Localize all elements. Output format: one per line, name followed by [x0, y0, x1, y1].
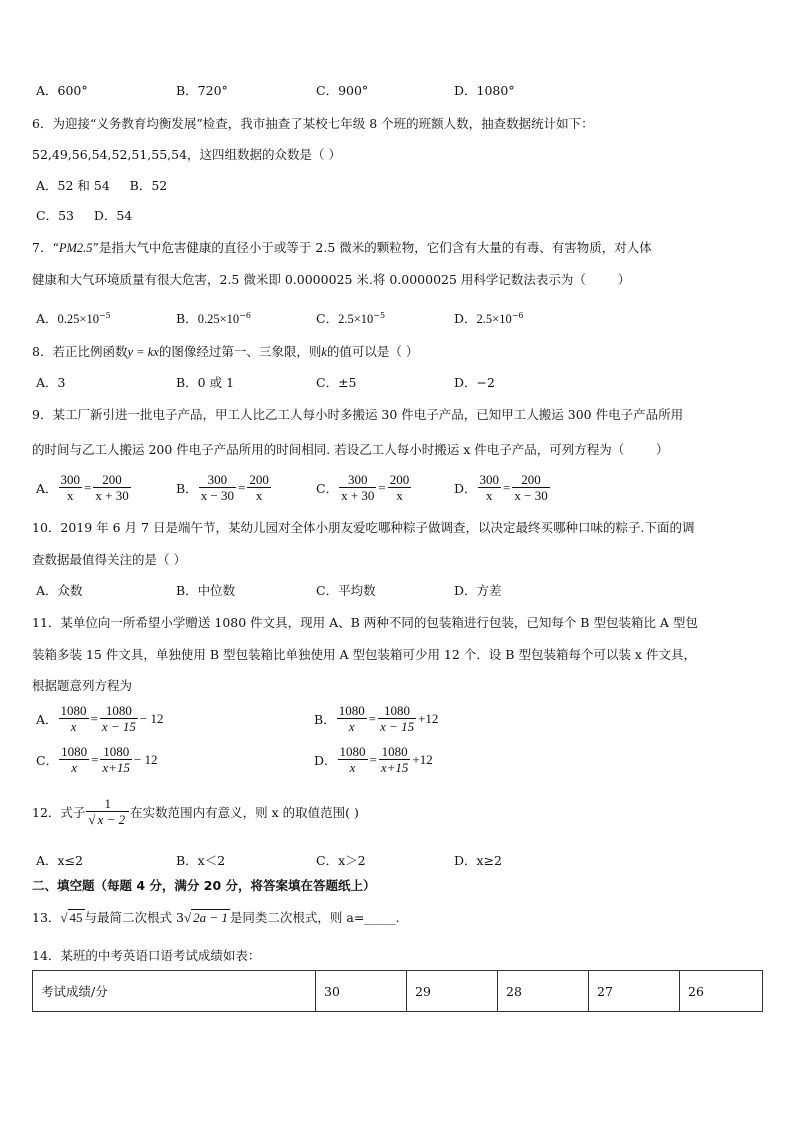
- q14-stem: 14．某班的中考英语口语考试成绩如表：: [32, 948, 261, 963]
- q7-line1-rest: ”是指大气中危害健康的直径小于或等于 2.5 微米的颗粒物，它们含有大量的有毒、有害物质，对人体: [92, 240, 652, 255]
- q11-option-a-right-fraction: [100, 703, 138, 734]
- denominator: x: [70, 719, 77, 734]
- q11-option-b-right-fraction: [378, 703, 416, 734]
- q8-option-b: B．0 或 1: [176, 375, 235, 390]
- numerator: 300: [199, 472, 236, 488]
- q11-option-a-left-fraction: [59, 703, 89, 734]
- q11-option-a: [36, 703, 165, 734]
- denominator: x: [67, 488, 74, 503]
- denominator: x − 30: [514, 488, 548, 503]
- q7-option-b-label: B．: [176, 311, 198, 327]
- q7-option-a: [36, 308, 111, 327]
- q7-option-c: [316, 308, 385, 327]
- equals-sign: =: [503, 479, 511, 495]
- q13-sqrt-2a-1: √ 2a − 1: [183, 910, 228, 925]
- q11-option-c-right-fraction: [100, 744, 132, 775]
- q10-stem-line2: 查数据最值得关注的是（ ）: [32, 552, 186, 567]
- q7-prefix: 7．“: [32, 240, 59, 255]
- q7-option-d-label: D．: [454, 311, 477, 327]
- numerator: 1080: [60, 703, 87, 718]
- q12-suffix: 在实数范围内有意义，则 x 的取值范围( ): [130, 804, 359, 820]
- equals-sign: =: [369, 751, 377, 767]
- q9-option-b-left-fraction: [199, 472, 236, 503]
- numerator: 1080: [339, 744, 366, 759]
- q11-stem-line2: 装箱多装 15 件文具，单独使用 B 型包装箱比单独使用 A 型包装箱可少用 12 个．设 B 型包装箱每个可以装 x 件文具，: [32, 647, 696, 662]
- radicand: 45: [69, 910, 83, 925]
- q7-option-a-value: 0.25×10: [57, 312, 99, 327]
- q7-option-b: [176, 308, 251, 327]
- q9-stem-line1: 9．某工厂新引进一批电子产品，甲工人比乙工人每小时多搬运 30 件电子产品，已知甲工人搬运 300 件电子产品所用: [32, 407, 684, 422]
- table-cell: 28: [498, 971, 589, 1012]
- denominator: x: [349, 760, 356, 775]
- numerator: 300: [339, 472, 376, 488]
- numerator: 1080: [338, 703, 365, 718]
- q7-option-d-exp: −6: [511, 311, 524, 320]
- q8-function: y = kx: [127, 345, 159, 359]
- q5-option-b: B．720°: [176, 83, 228, 98]
- table-row: [33, 971, 763, 1012]
- q12-option-a: A．x≤2: [36, 853, 84, 868]
- q11-option-c-tail: − 12: [133, 751, 158, 767]
- q13-sqrt-45: √ 45: [60, 910, 83, 925]
- q10-option-c: C．平均数: [316, 583, 376, 598]
- q11-option-c-label: C．: [36, 752, 59, 768]
- q9-stem-line2: 的时间与乙工人搬运 200 件电子产品所用的时间相同. 若设乙工人每小时搬运 x 件电子产品，可列方程为（ ）: [32, 442, 669, 457]
- numerator: 200: [389, 472, 410, 487]
- q13-stem: [32, 910, 400, 926]
- table-cell: 27: [589, 971, 680, 1012]
- q9-option-d-right-fraction: [512, 472, 549, 503]
- q11-option-d: [314, 744, 434, 775]
- q14-score-table: [32, 970, 763, 1012]
- q7-option-a-exp: −5: [98, 311, 111, 320]
- q5-option-c: C．900°: [316, 83, 369, 98]
- denominator: x: [486, 488, 493, 503]
- numerator: 300: [60, 472, 81, 487]
- numerator: 1080: [378, 703, 416, 719]
- q11-option-c-left-fraction: [59, 744, 89, 775]
- q8-prefix: 8．若正比例函数: [32, 344, 128, 359]
- q9-option-c: [316, 472, 412, 503]
- numerator: 200: [512, 472, 549, 488]
- denominator: x+15: [102, 760, 130, 775]
- denominator: x − 15: [101, 719, 136, 734]
- table-cell: 30: [316, 971, 407, 1012]
- table-header-cell: 考试成绩/分: [33, 971, 316, 1012]
- denominator: x: [348, 719, 355, 734]
- q11-stem-line3: 根据题意列方程为: [32, 678, 133, 693]
- q7-option-c-value: 2.5×10: [338, 312, 374, 327]
- q9-option-a-left-fraction: [59, 472, 83, 503]
- q9-option-d: [454, 472, 551, 503]
- sqrt-symbol: √ x − 2: [88, 812, 126, 827]
- q9-option-b: [176, 472, 272, 503]
- q9-option-b-right-fraction: [247, 472, 271, 503]
- q9-option-a: [36, 472, 132, 503]
- q11-option-d-left-fraction: [338, 744, 368, 775]
- q9-option-a-label: A．: [36, 480, 58, 496]
- q8-middle: 的图像经过第一、三象限，则: [158, 344, 322, 359]
- denominator: [86, 812, 129, 827]
- equals-sign: =: [238, 479, 246, 495]
- q9-option-c-left-fraction: [339, 472, 376, 503]
- q6-options-ab: A．52 和 54 B．52: [36, 178, 168, 193]
- q11-option-a-label: A．: [36, 711, 58, 727]
- q11-option-a-tail: − 12: [139, 710, 164, 726]
- q11-option-d-right-fraction: [379, 744, 411, 775]
- q10-option-a: A．众数: [36, 583, 83, 598]
- q8-k: k: [321, 345, 327, 359]
- q11-option-b: [314, 703, 439, 734]
- q8-option-a: A．3: [36, 375, 66, 390]
- numerator: 200: [249, 472, 269, 487]
- q9-option-c-right-fraction: [388, 472, 412, 503]
- q11-option-b-label: B．: [314, 711, 336, 727]
- q8-option-c: C．±5: [316, 375, 357, 390]
- denominator: x − 30: [200, 488, 235, 503]
- q7-option-c-exp: −5: [373, 311, 386, 320]
- equals-sign: =: [90, 710, 98, 726]
- q7-stem-line1: [32, 240, 652, 256]
- numerator: 1080: [61, 744, 88, 759]
- q8-option-d: D．−2: [454, 375, 495, 390]
- q6-stem-line1: 6．为迎接“义务教育均衡发展”检查，我市抽查了某校七年级 8 个班的班额人数，抽查数据统计如下：: [32, 116, 594, 131]
- q10-stem-line1: 10．2019 年 6 月 7 日是端午节，某幼儿园对全体小朋友爱吃哪种粽子做调查，以决定最终买哪种口味的粽子.下面的调: [32, 520, 695, 535]
- q12-option-d: D．x≥2: [454, 853, 502, 868]
- q6-options-cd: C．53 D．54: [36, 208, 133, 223]
- q7-stem-line2: 健康和大气环境质量有很大危害，2.5 微米即 0.0000025 米.将 0.0000025 用科学记数法表示为（ ）: [32, 272, 631, 287]
- denominator: x: [71, 760, 77, 775]
- q13-prefix: 13．: [32, 910, 61, 925]
- numerator: 200: [93, 472, 130, 488]
- table-cell: 29: [407, 971, 498, 1012]
- numerator: 300: [479, 472, 500, 487]
- q7-pm25: PM2.5: [58, 241, 93, 255]
- numerator: 1080: [379, 744, 411, 760]
- denominator: x: [255, 488, 263, 503]
- radicand: x − 2: [97, 812, 126, 827]
- q12-stem: [32, 796, 359, 827]
- q8-stem: [32, 344, 418, 360]
- equals-sign: =: [368, 710, 377, 726]
- q11-option-b-tail: +12: [418, 710, 439, 726]
- q8-suffix: 的值可以是（ ）: [326, 344, 419, 359]
- numerator: 1080: [100, 744, 132, 760]
- denominator: x − 15: [380, 719, 415, 734]
- q7-option-d: [454, 308, 524, 327]
- q11-stem-line1: 11．某单位向一所希望小学赠送 1080 件文具，现用 A、B 两种不同的包装箱进行包装，已知每个 B 型包装箱比 A 型包: [32, 615, 698, 630]
- denominator: x+15: [380, 760, 409, 775]
- equals-sign: =: [378, 479, 386, 495]
- q10-option-b: B．中位数: [176, 583, 236, 598]
- q9-option-d-label: D．: [454, 480, 477, 496]
- q12-option-c: C．x＞2: [316, 853, 366, 868]
- q10-option-d: D．方差: [454, 583, 502, 598]
- q7-option-d-value: 2.5×10: [476, 312, 512, 327]
- q5-option-a: A．600°: [36, 83, 88, 98]
- q9-option-c-label: C．: [316, 480, 339, 496]
- equals-sign: =: [91, 751, 99, 767]
- q12-fraction: [86, 796, 129, 827]
- denominator: x + 30: [95, 488, 129, 503]
- q12-prefix: 12．式子: [32, 804, 86, 820]
- denominator: x + 30: [341, 488, 375, 503]
- q5-option-d: D．1080°: [454, 83, 515, 98]
- q9-option-b-label: B．: [176, 480, 198, 496]
- q12-option-b: B．x＜2: [176, 853, 226, 868]
- equals-sign: =: [84, 479, 92, 495]
- q9-option-a-right-fraction: [93, 472, 130, 503]
- q7-option-b-exp: −6: [239, 311, 251, 320]
- q9-option-d-left-fraction: [478, 472, 502, 503]
- table-cell: 26: [680, 971, 763, 1012]
- q7-option-a-label: A．: [36, 311, 58, 327]
- radicand: 2a − 1: [193, 910, 228, 925]
- q6-stem-line2: 52,49,56,54,52,51,55,54，这四组数据的众数是（ ）: [32, 147, 342, 162]
- numerator: 1: [86, 796, 129, 812]
- q11-option-d-label: D．: [314, 752, 337, 768]
- q13-suffix: 是同类二次根式，则 a=_____.: [229, 910, 400, 925]
- section-title: 二、填空题（每题 4 分，满分 20 分，将答案填在答题纸上）: [32, 878, 376, 893]
- q11-option-d-tail: +12: [412, 751, 433, 767]
- q11-option-b-left-fraction: [337, 703, 367, 734]
- q11-option-c: [36, 744, 159, 775]
- q13-middle: 与最简二次根式 3: [84, 910, 184, 925]
- numerator: 1080: [100, 703, 138, 719]
- denominator: x: [396, 488, 403, 503]
- q7-option-c-label: C．: [316, 311, 339, 327]
- q7-option-b-value: 0.25×10: [197, 312, 240, 327]
